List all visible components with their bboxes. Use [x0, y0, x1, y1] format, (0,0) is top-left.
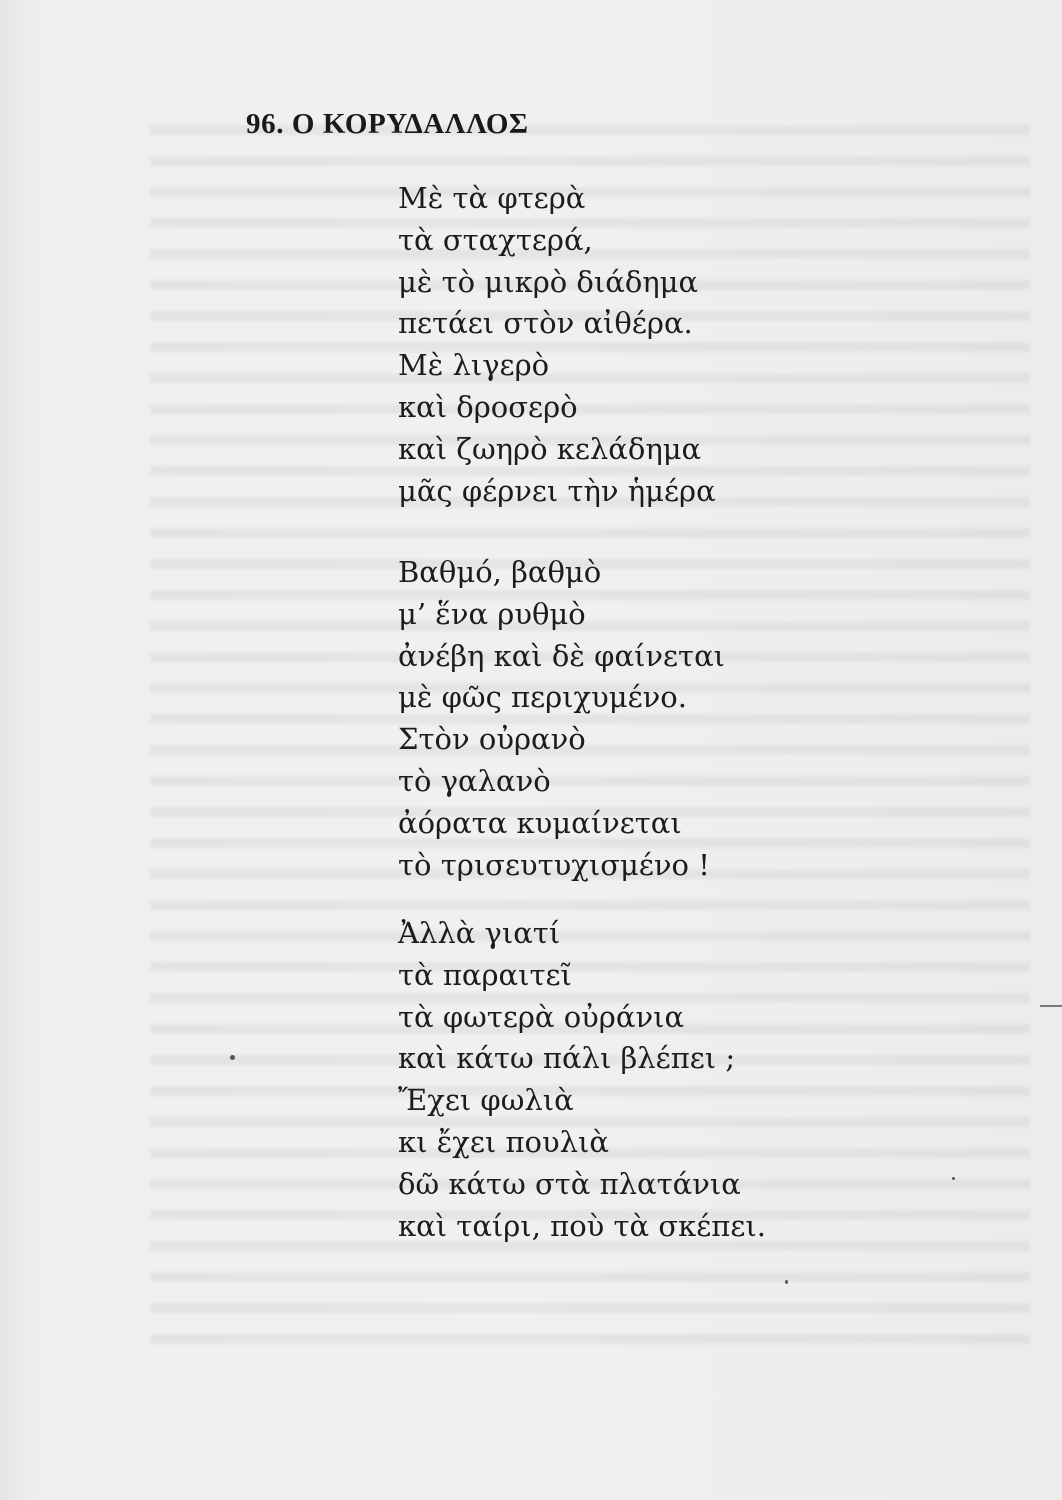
verse-line: Στὸν οὐρανὸ	[398, 722, 586, 757]
verse-line: καὶ ταίρι, ποὺ τὰ σκέπει.	[398, 1208, 766, 1243]
verse-line: καὶ δροσερὸ	[398, 389, 578, 424]
ink-speck	[785, 1280, 788, 1284]
verse-line: Βαθμό, βαθμὸ	[398, 555, 602, 589]
verse-line: ἀόρατα κυμαίνεται	[398, 805, 682, 840]
verse-line: μὲ τὸ μικρὸ διάδημα	[398, 264, 699, 299]
verse-line: ἀνέβη καὶ δὲ φαίνεται	[398, 638, 726, 673]
verse-line: καὶ ζωηρὸ κελάδημα	[398, 431, 702, 466]
verse-line: πετάει στὸν αἰθέρα.	[398, 306, 693, 341]
stanza-3	[398, 913, 766, 1247]
verse-line: Μὲ τὰ φτερὰ	[398, 181, 586, 215]
margin-mark	[1040, 1005, 1062, 1007]
verse-line: μᾶς φέρνει τὴν ἡμέρα	[398, 473, 716, 508]
verse-line: τὰ παραιτεῖ	[398, 957, 572, 992]
stanza-1	[398, 178, 716, 512]
verse-line: τὸ τρισευτυχισμένο !	[398, 847, 710, 882]
verse-line: τὸ γαλανὸ	[398, 763, 551, 798]
verse-line: Ἔχει φωλιὰ	[398, 1083, 574, 1118]
poem-title: 96. Ο ΚΟΡΥΔΑΛΛΟΣ	[246, 108, 529, 140]
ink-speck	[952, 1177, 955, 1180]
verse-line: καὶ κάτω πάλι βλέπει ;	[398, 1041, 736, 1076]
verse-line: δῶ κάτω στὰ πλατάνια	[398, 1166, 741, 1201]
stanza-2	[398, 552, 725, 886]
verse-line: μ’ ἕνα ρυθμὸ	[398, 596, 586, 631]
verse-line: Ἀλλὰ γιατί	[398, 916, 561, 950]
verse-line: κι ἔχει πουλιὰ	[398, 1124, 609, 1159]
verse-line: τὰ φωτερὰ οὐράνια	[398, 999, 685, 1034]
ink-speck	[230, 1055, 235, 1060]
verse-line: τὰ σταχτερά,	[398, 222, 593, 257]
verse-line: Μὲ λιγερὸ	[398, 348, 550, 383]
verse-line: μὲ φῶς περιχυμένο.	[398, 680, 687, 715]
